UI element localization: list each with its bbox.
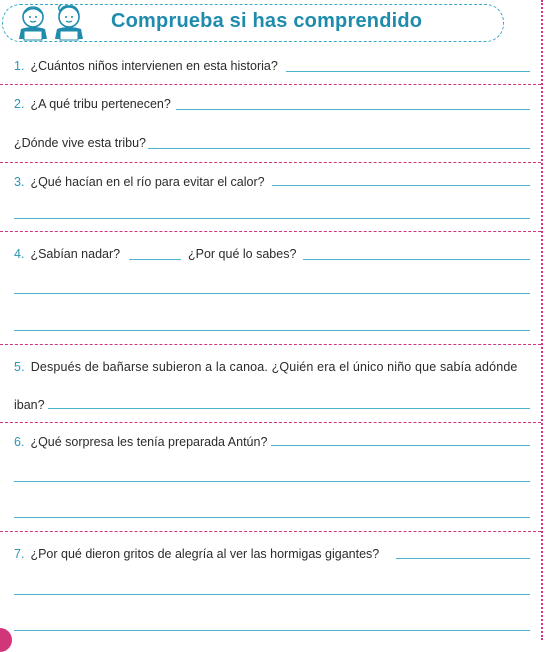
- answer-line-5[interactable]: [48, 408, 530, 409]
- question-text: ¿Qué hacían en el río para evitar el calor?: [30, 175, 265, 189]
- question-5: [14, 360, 518, 374]
- section-header: [2, 4, 504, 42]
- answer-line-4c[interactable]: [14, 293, 530, 294]
- answer-line-2a[interactable]: [176, 109, 530, 110]
- answer-line-6c[interactable]: [14, 517, 530, 518]
- question-4-sub: [188, 247, 296, 261]
- question-text: ¿Por qué dieron gritos de alegría al ver las hormigas gigantes?: [30, 547, 380, 561]
- question-text: iban?: [14, 398, 45, 412]
- separator: [0, 231, 541, 232]
- question-number: 3.: [14, 175, 25, 189]
- question-number: 7.: [14, 547, 25, 561]
- question-number: 1.: [14, 59, 25, 73]
- question-text: ¿Por qué lo sabes?: [188, 247, 297, 261]
- question-1: [14, 59, 278, 73]
- answer-line-2b[interactable]: [148, 148, 530, 149]
- question-7: [14, 547, 379, 561]
- question-2-sub: [14, 136, 146, 150]
- question-text: ¿Dónde vive esta tribu?: [14, 136, 147, 150]
- answer-line-7b[interactable]: [14, 594, 530, 595]
- answer-line-4b[interactable]: [303, 259, 530, 260]
- answer-line-1[interactable]: [286, 71, 530, 72]
- answer-line-4d[interactable]: [14, 330, 530, 331]
- question-number: 4.: [14, 247, 25, 261]
- question-4: [14, 247, 120, 261]
- question-text: ¿Sabían nadar?: [30, 247, 121, 261]
- question-2: [14, 97, 171, 111]
- question-text: Después de bañarse subieron a la canoa. ¿Quién era el único niño que sabía adónde: [30, 360, 518, 374]
- separator: [0, 531, 541, 532]
- section-title: Comprueba si has comprendido: [111, 10, 423, 32]
- answer-line-4a[interactable]: [129, 259, 181, 260]
- question-number: 2.: [14, 97, 25, 111]
- question-text: ¿Cuántos niños intervienen en esta historia?: [30, 59, 278, 73]
- separator: [0, 344, 541, 345]
- separator: [0, 84, 541, 85]
- separator: [0, 162, 541, 163]
- question-number: 6.: [14, 435, 25, 449]
- kids-reading-icon: [7, 3, 99, 43]
- answer-line-3a[interactable]: [272, 185, 530, 186]
- answer-line-7a[interactable]: [396, 558, 530, 559]
- question-number: 5.: [14, 360, 25, 374]
- answer-line-6a[interactable]: [271, 445, 530, 446]
- question-3: [14, 175, 265, 189]
- question-5-sub: [14, 398, 45, 412]
- question-text: ¿Qué sorpresa les tenía preparada Antún?: [30, 435, 268, 449]
- question-text: ¿A qué tribu pertenecen?: [30, 97, 171, 111]
- answer-line-7c[interactable]: [14, 630, 530, 631]
- separator: [0, 422, 541, 423]
- answer-line-6b[interactable]: [14, 481, 530, 482]
- question-6: [14, 435, 267, 449]
- answer-line-3b[interactable]: [14, 218, 530, 219]
